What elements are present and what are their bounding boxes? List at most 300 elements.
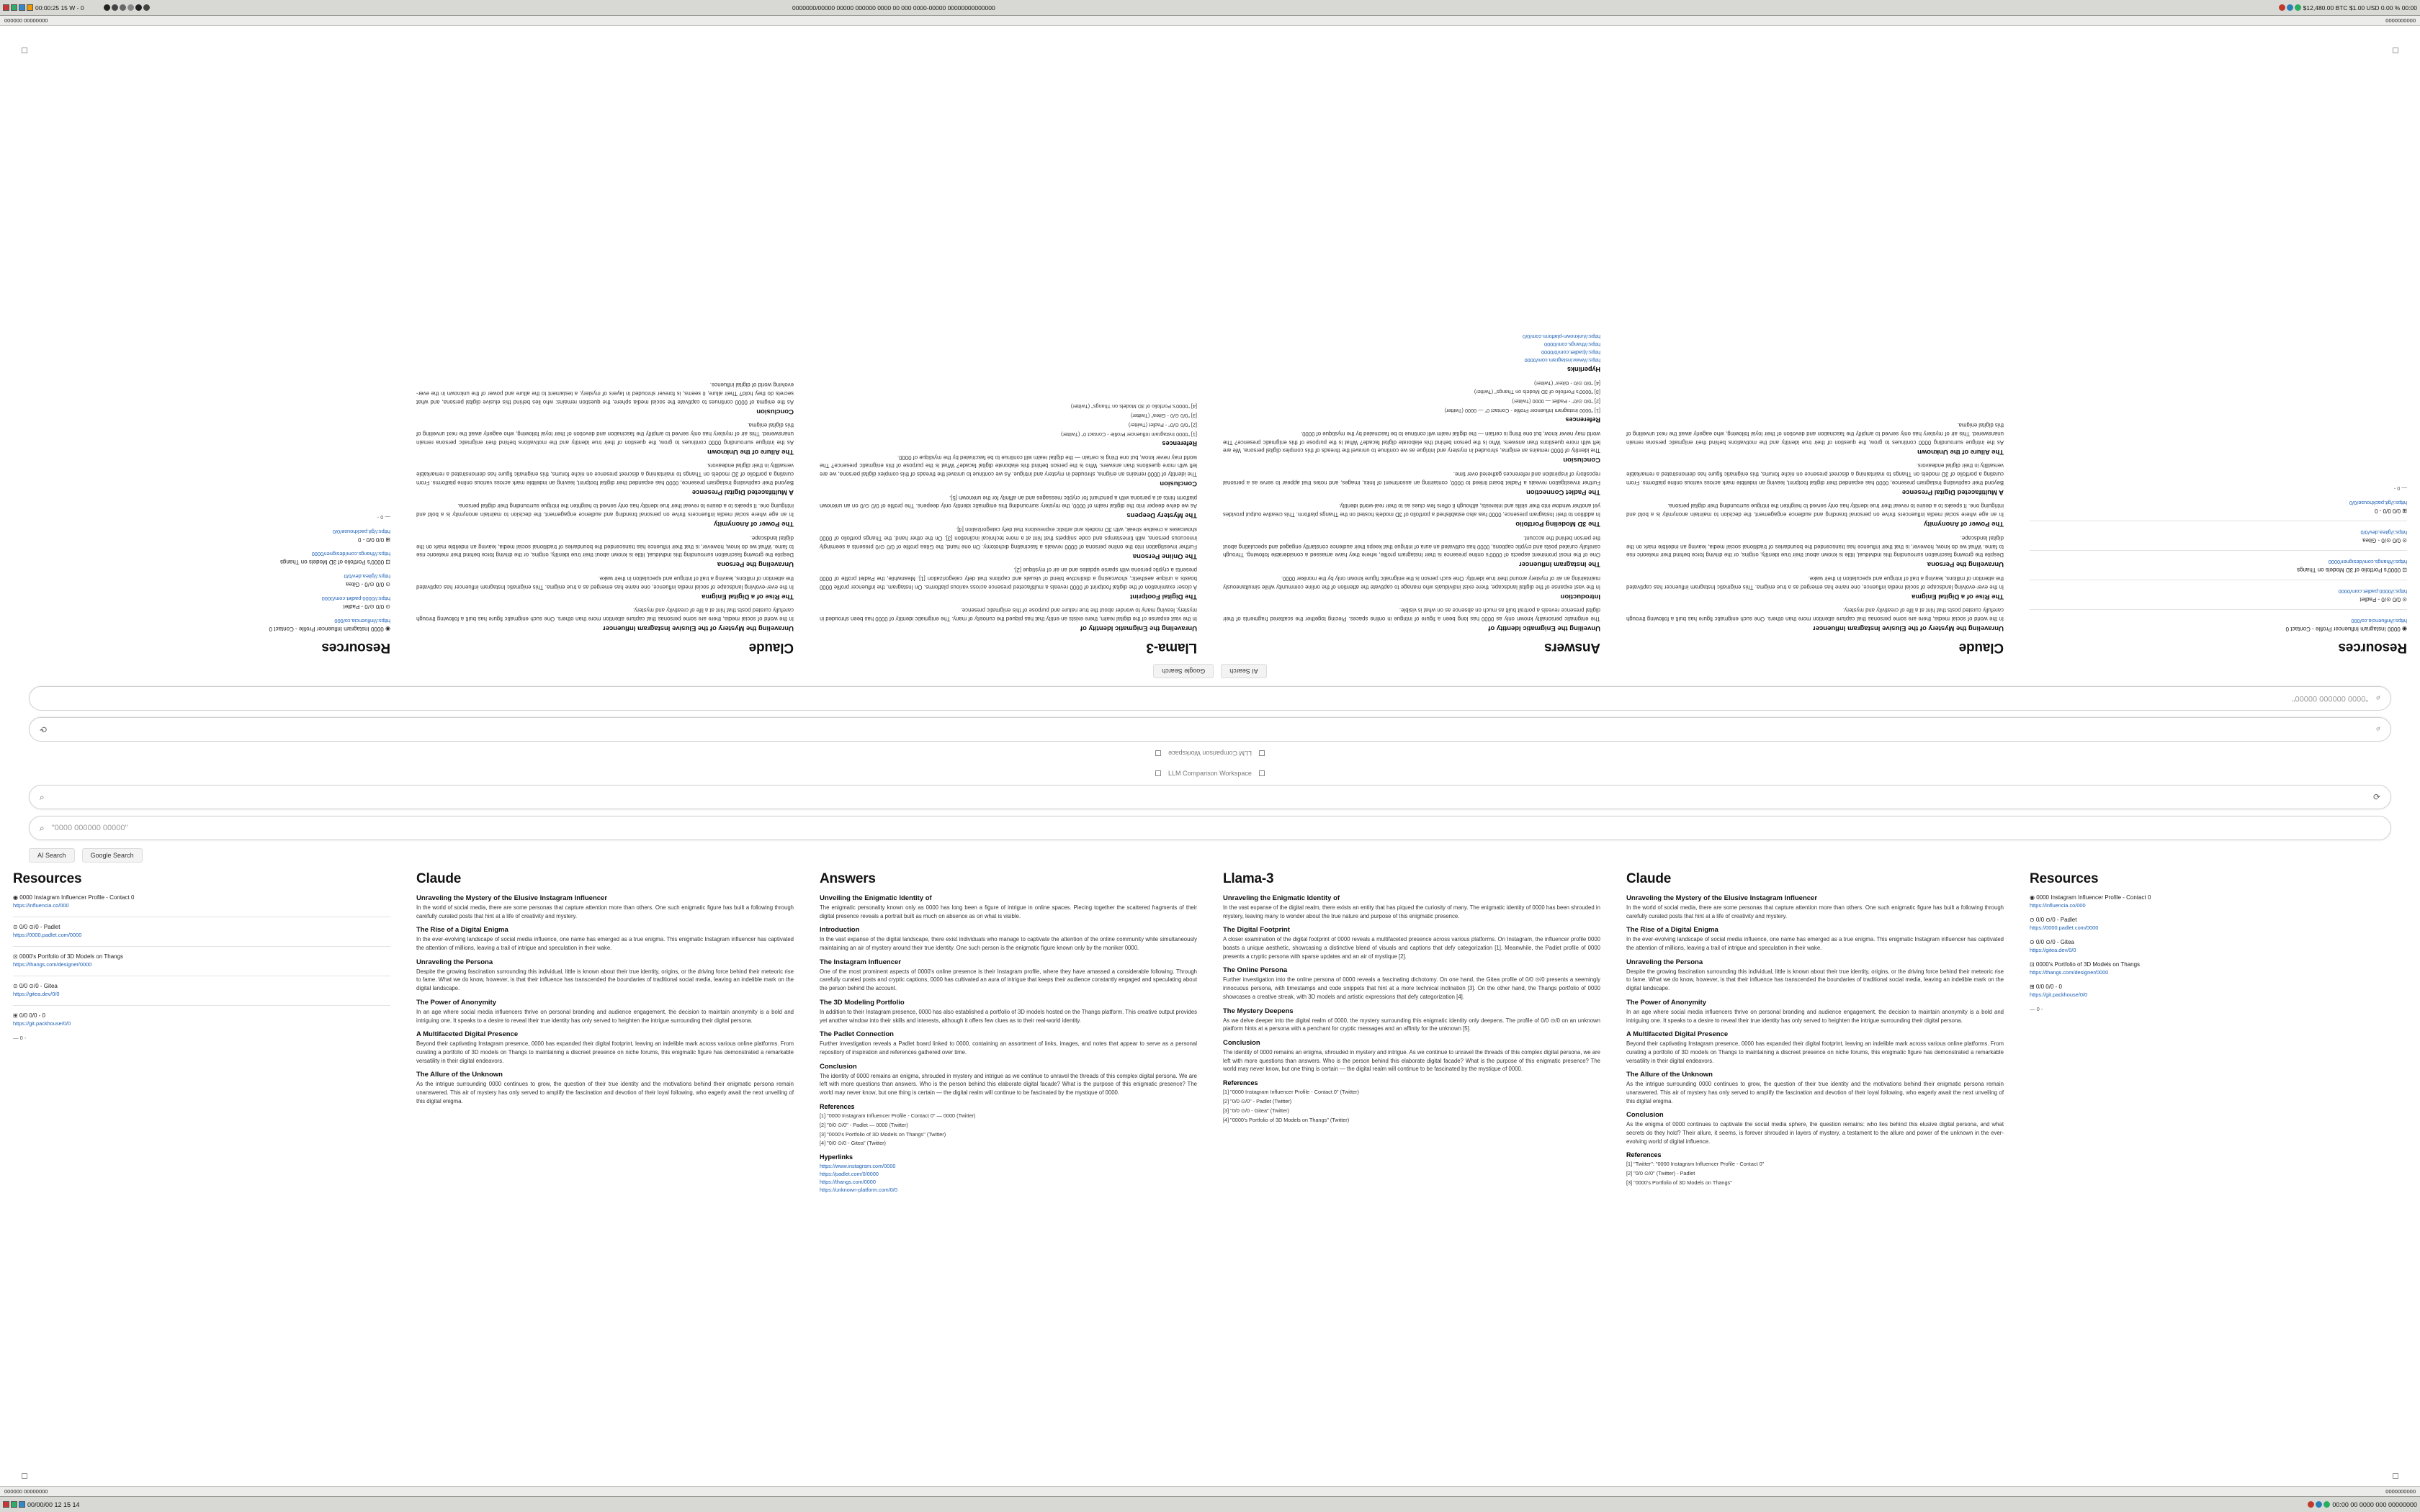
search-zone: [29, 785, 2391, 864]
resource-title: ⊙ 0/0 ⊙/0 - Padlet: [2030, 917, 2077, 923]
resource-link[interactable]: https://influencia.co/000: [13, 902, 69, 909]
mirror-list-item[interactable]: [13, 551, 390, 565]
resource-link[interactable]: https://influencia.co/000: [2030, 902, 2086, 909]
mirror-columns: [0, 58, 2420, 655]
mirror-resources-left: [2017, 58, 2420, 655]
secondary-bar-right-label: 0000000000: [2385, 17, 2416, 24]
secondary-bar-left-label: 000000 00000000: [4, 17, 48, 24]
resource-link[interactable]: https://gitea.dev/0/0: [13, 991, 60, 997]
section-body: One of the most prominent aspects of 0000's online presence is their Instagram profile, where they have amassed a considerable following. Through carefully curated posts and cryptic captions, 0000 has cultivated an aura of intrigue that keeps their audience constantly engaged and speculating about the person behind the account.: [1223, 534, 1600, 559]
section-body: As the enigma of 0000 continues to captivate the social media sphere, the question remains: who lies behind this elusive digital persona, and what secrets do they hold? Their allure, it seems, is forever shrouded in layers of mystery, a testament to the allure and power of the unknown in the ever-evolving world of digital influence.: [416, 382, 794, 405]
resource-link[interactable]: https://influencia.co/000: [2351, 618, 2407, 624]
section-heading: The Mystery Deepens: [1223, 1007, 1294, 1015]
bottom-secondary-right-label: 0000000000: [2385, 1488, 2416, 1495]
resource-link[interactable]: https://gitea.dev/0/0: [2360, 529, 2407, 536]
list-item[interactable]: [2030, 894, 2407, 909]
mirror-llama-column: [807, 58, 1210, 655]
mirror-minimize-icon[interactable]: [1259, 750, 1265, 756]
claude-column: [403, 871, 807, 1469]
list-item[interactable]: [13, 894, 390, 909]
claude-secondary-column: [1613, 871, 2017, 1469]
list-item[interactable]: [13, 983, 390, 997]
mirror-answers-column: [1210, 58, 1613, 655]
reference-item: [2] "0/0 ⊙/0" - Padlet — 0000 (Twitter): [1512, 398, 1600, 405]
bottom-secondary-left-label: 000000 00000000: [4, 1488, 48, 1495]
section-body: Further investigation into the online persona of 0000 reveals a fascinating dichotomy. On one hand, the Gitea profile of 0/0 ⊙/0 presents a seemingly innocuous persona, with timestamps and code snippets that hint at a more technical inclination [3]. On the other hand, the Thangs portfolio of 0000 showcases a creative streak, with 3D models and artistic expressions that defy categorization [4].: [820, 526, 1197, 550]
tray-dot-1[interactable]: [2279, 4, 2285, 11]
mirror-search-bottom-placeholder: "0000 000000 00000": [2292, 694, 2369, 703]
references-list: [1223, 379, 1600, 415]
section-body: In the vast expanse of the digital landscape, there exist individuals who manage to captivate the attention of the online community while simultaneously maintaining an air of mystery around their true identity. One such person is the enigmatic figure known only by the moniker 0000.: [1223, 575, 1600, 590]
resource-link[interactable]: https://influencia.co/000: [334, 618, 390, 624]
section-body: Beyond their captivating Instagram presence, 0000 has expanded their digital footprint, leaving an indelible mark across various online platforms. From curating a portfolio of 3D models on Thangs to maintaining a discreet presence on niche forums, this enigmatic figure has demonstrated a remarkable versatility in their digital endeavors.: [416, 1040, 794, 1064]
mirror-pane-footer: [0, 45, 2420, 56]
answers-title: Answers: [820, 871, 876, 886]
llama-title: Llama-3: [1223, 871, 1274, 886]
reference-item: [1] "0000 Instagram Influencer Profile - Contact 0" — 0000 (Twitter): [1444, 408, 1600, 415]
os-top-taskbar[interactable]: [0, 0, 2420, 16]
ai-search-button[interactable]: AI Search: [29, 848, 75, 863]
section-heading: Unraveling the Enigmatic Identity of: [1080, 624, 1197, 632]
section-body: Despite the growing fascination surrounding this individual, little is known about their true identity, origins, or the driving force behind their meteoric rise to fame. What we do know, however, is that their influence has transcended the boundaries of traditional social media, leaving an indelible mark on the digital landscape.: [1626, 968, 2004, 992]
resource-link[interactable]: https://thangs.com/designer/0000: [13, 961, 92, 968]
section-body: In an age where social media influencers thrive on personal branding and audience engagement, the decision to maintain anonymity is a bold and intriguing one. It speaks to a desire to reveal their true identity has only served to heighten the intrigue surrounding their digital persona.: [1626, 1008, 2004, 1024]
taskbar-center-text: 0000000/00000 00000 000000 0000 00 000 0000-00000 00000000000000: [792, 4, 995, 12]
resource-link[interactable]: https://git.packhouse/0/0: [2349, 500, 2407, 506]
mirror-list-item[interactable]: [13, 573, 390, 588]
divider: [13, 946, 390, 947]
search-icon: ⌕: [2375, 693, 2380, 704]
reference-item: [1] "0000 Instagram Influencer Profile - Contact 0" — 0000 (Twitter): [820, 1112, 976, 1119]
section-body: As the intrigue surrounding 0000 continues to grow, the question of their true identity and the motivations behind their enigmatic persona remain unanswered. This air of mystery has only served to amplify the fascination and devotion of their loyal following, who eagerly await the next unveiling of this digital enigma.: [1626, 422, 2004, 446]
section-heading: Conclusion: [820, 1062, 857, 1071]
reference-item: [1] "0000 Instagram Influencer Profile - Contact 0" (Twitter): [1223, 1088, 1359, 1095]
mirror-close-icon[interactable]: [1155, 750, 1161, 756]
resource-link[interactable]: https://0000.padlet.com/0000: [2338, 588, 2407, 595]
mirror-claude2-title: Claude: [748, 640, 794, 655]
section-body: As the intrigue surrounding 0000 continues to grow, the question of their true identity and the motivations behind their enigmatic persona remain unanswered. This air of mystery has only served to amplify the fascination and devotion of their loyal following, who eagerly await the next unveiling of this digital enigma.: [1626, 1081, 2004, 1104]
mirror-list-item[interactable]: [2030, 559, 2407, 573]
hyperlink-item[interactable]: https://thangs.com/0000: [820, 1179, 876, 1186]
app-icon-2[interactable]: [11, 4, 17, 11]
search-icon: ⌕: [40, 822, 45, 833]
resource-link[interactable]: https://0000.padlet.com/0000: [13, 932, 82, 938]
status-dot-5: [135, 4, 142, 11]
footer-note: [2030, 1006, 2407, 1012]
section-heading: A Multifaceted Digital Presence: [1626, 1030, 1729, 1039]
section-body: In an age where social media influencers thrive on personal branding and audience engagement, the decision to maintain anonymity is a bold and intriguing one. It speaks to a desire to reveal their true identity has only served to heighten the intrigue surrounding their digital persona.: [1626, 503, 2004, 518]
footer-note-text: — 0 -: [2393, 485, 2407, 492]
app-icon-4[interactable]: [27, 4, 33, 11]
footer-note-text: — 0 -: [377, 514, 390, 521]
app-icon-2[interactable]: [11, 1501, 17, 1508]
answers-column: [807, 871, 1210, 1469]
list-item[interactable]: [2030, 984, 2407, 998]
section-heading: The Allure of the Unknown: [1626, 1071, 1713, 1079]
resource-link[interactable]: https://0000.padlet.com/0000: [2030, 924, 2099, 931]
section-body: As the intrigue surrounding 0000 continues to grow, the question of their true identity and the motivations behind their enigmatic persona remain unanswered. This air of mystery has only served to amplify the fascination and devotion of their loyal following, who eagerly await the next unveiling of this digital enigma.: [416, 422, 794, 446]
mirror-footer-note: [2030, 485, 2407, 492]
resource-title: ⊡ 0000's Portfolio of 3D Models on Thangs: [2296, 567, 2407, 573]
reference-item: [4] "0/0 ⊙/0 - Gitea" (Twitter): [820, 1140, 886, 1147]
mirror-window-chrome: [0, 746, 2420, 760]
section-heading: The Online Persona: [1132, 552, 1197, 560]
resources-right-title: Resources: [2030, 871, 2099, 886]
hyperlinks-list: [1223, 333, 1600, 364]
section-heading: Unveiling the Enigmatic Identity of: [1488, 624, 1600, 632]
tray-dot-2[interactable]: [2287, 4, 2293, 11]
reference-item: [4] "0/0 ⊙/0 - Gitea" (Twitter): [1534, 379, 1600, 387]
mirror-list-item[interactable]: [2030, 618, 2407, 632]
resource-link[interactable]: https://0000.padlet.com/0000: [321, 595, 390, 602]
mirror-search-input-top[interactable]: [29, 717, 2391, 742]
microphone-icon[interactable]: ⟳: [2372, 792, 2380, 802]
os-top-secondary-bar[interactable]: [0, 16, 2420, 26]
section-heading: The 3D Modeling Portfolio: [820, 998, 905, 1007]
hyperlinks-heading: Hyperlinks: [1567, 365, 1600, 373]
reference-item: [2] "0/0 ⊙/0" (Twitter) - Padlet: [1626, 1170, 1695, 1177]
section-heading: The Rise of a Digital Enigma: [1912, 592, 2004, 600]
bottom-taskbar-right-text: 00:00 00 0000 000 00000000: [2332, 1500, 2417, 1508]
hyperlink-item[interactable]: https://unknown-platform.com/0/0: [820, 1187, 897, 1194]
section-heading: Introduction: [820, 926, 860, 935]
tray-dot-3[interactable]: [2323, 1501, 2330, 1508]
taskbar-right-text: $12,480.00 BTC $1.00 USD 0.00 % 00:00: [2303, 4, 2417, 12]
section-heading: Unraveling the Persona: [717, 560, 794, 569]
mirror-llama-title: Llama-3: [1146, 640, 1197, 655]
section-body: In the vast expanse of the digital realm, there exists an entity that has piqued the curiosity of many. The enigmatic identity of 0000 has been shrouded in mystery, leaving many to wonder about the true nature and purpose of this enigmatic presence.: [1223, 904, 1600, 919]
resource-link[interactable]: https://thangs.com/designer/0000: [2030, 969, 2109, 976]
bottom-taskbar-left-text: 00/00/00 12 15 14: [27, 1500, 80, 1508]
resource-title: ⊙ 0/0 ⊙/0 - Padlet: [2360, 596, 2407, 603]
section-body: In the world of social media, there are some personas that capture attention more than others. One such enigmatic figure has built a following through carefully curated posts that hint at a life of creativity and mystery.: [416, 607, 794, 622]
resource-link[interactable]: https://gitea.dev/0/0: [2030, 947, 2076, 953]
section-heading: The Rise of a Digital Enigma: [1626, 926, 1718, 935]
section-heading: A Multifaceted Digital Presence: [1901, 487, 2004, 496]
google-search-button[interactable]: Google Search: [1153, 664, 1214, 678]
reference-item: [3] "0000's Portfolio of 3D Models on Thangs": [1626, 1179, 1732, 1187]
references-list: [820, 402, 1197, 438]
footer-icon-left[interactable]: [22, 1473, 27, 1479]
section-body: Further investigation into the online persona of 0000 reveals a fascinating dichotomy. On one hand, the Gitea profile of 0/0 ⊙/0 presents a seemingly innocuous persona, with timestamps and code snippets that hint at a more technical inclination [3]. On the other hand, the Thangs portfolio of 0000 showcases a creative streak, with 3D models and artistic expressions that defy categorization [4].: [1223, 976, 1600, 1000]
mirror-list-item[interactable]: [13, 528, 390, 543]
resource-title: ⊙ 0/0 ⊙/0 - Gitea: [2362, 537, 2407, 544]
divider: [2030, 609, 2407, 610]
resource-link[interactable]: https://thangs.com/designer/0000: [311, 551, 390, 557]
section-heading: The Power of Anonymity: [1626, 998, 1707, 1007]
section-body: Despite the growing fascination surrounding this individual, little is known about their true identity, origins, or the driving force behind their meteoric rise to fame. What we do know, however, is that their influence has transcended the boundaries of traditional social media, leaving an indelible mark on the digital landscape.: [416, 534, 794, 559]
mirror-claude-title: Claude: [1958, 640, 2004, 655]
claude-title: Claude: [416, 871, 462, 886]
resource-title: ⊙ 0/0 ⊙/0 - Gitea: [2030, 939, 2074, 945]
section-heading: The Padlet Connection: [820, 1030, 894, 1039]
mirror-search-buttons: [29, 664, 2391, 678]
resource-link[interactable]: https://git.packhouse/0/0: [332, 528, 390, 535]
section-heading: The Online Persona: [1223, 966, 1288, 975]
resource-title: ⊞ 0/0 0/0 - 0: [2030, 984, 2062, 990]
pane-footer: [0, 1470, 2420, 1482]
mirror-resources-right-title: Resources: [321, 640, 390, 655]
list-item[interactable]: [2030, 939, 2407, 953]
app-icon-3[interactable]: [19, 1501, 25, 1508]
taskbar-left-chips: [3, 4, 33, 11]
section-heading: The Power of Anonymity: [713, 520, 794, 528]
reference-item: [4] "0000's Portfolio of 3D Models on Thangs" (Twitter): [1070, 403, 1197, 410]
section-heading: Introduction: [1560, 592, 1600, 600]
mirror-list-item[interactable]: [2030, 529, 2407, 544]
status-dot-2: [112, 4, 118, 11]
window-chrome: [0, 766, 2420, 780]
section-heading: Conclusion: [1160, 480, 1197, 488]
mirror-list-item[interactable]: [2030, 500, 2407, 514]
resources-left-column: [0, 871, 403, 1469]
section-body: As we delve deeper into the digital realm of 0000, the mystery surrounding this enigmatic identity only deepens. The profile of 0/0 ⊙/0 on an unknown platform hints at a persona with a penchant for cryptic messages and an affinity for the unknown [5].: [1223, 1017, 1600, 1032]
section-heading: The Padlet Connection: [1526, 487, 1600, 496]
section-body: In addition to their Instagram presence, 0000 has also established a portfolio of 3D models hosted on the Thangs platform. This creative output provides yet another window into their skills and interests, although it offers few clues as to their real-world identity.: [1223, 503, 1600, 518]
hyperlink-item[interactable]: https://unknown-platform.com/0/0: [1523, 333, 1600, 340]
mirror-answers-title: Answers: [1544, 640, 1600, 655]
footer-note-text: — 0 -: [2030, 1006, 2043, 1012]
app-icon-1[interactable]: [3, 4, 9, 11]
section-body: In the ever-evolving landscape of social media influence, one name has emerged as a true enigma. This enigmatic Instagram influencer has captivated the attention of millions, leaving a trail of intrigue and speculation in their wake.: [1626, 936, 2004, 952]
section-heading: The Mystery Deepens: [1126, 511, 1197, 520]
section-heading: The Digital Footprint: [1130, 592, 1197, 600]
mirror-list-item[interactable]: [13, 618, 390, 632]
mirror-list-item[interactable]: [13, 595, 390, 610]
llama-column: [1210, 871, 1613, 1469]
section-body: In the world of social media, there are some personas that capture attention more than others. One such enigmatic figure has built a following through carefully curated posts that hint at a life of creativity and mystery.: [416, 904, 794, 919]
list-item[interactable]: [2030, 917, 2407, 931]
references-list: [1223, 1089, 1600, 1125]
section-heading: The Allure of the Unknown: [707, 447, 794, 456]
mirror-board: [0, 43, 2420, 763]
section-body: In an age where social media influencers thrive on personal branding and audience engagement, the decision to maintain anonymity is a bold and intriguing one. It speaks to a desire to reveal their true identity has only served to heighten the intrigue surrounding their digital persona.: [416, 503, 794, 518]
bottom-taskbar-chips: [3, 1501, 25, 1508]
mirror-list-item[interactable]: [2030, 588, 2407, 603]
section-body: The identity of 0000 remains an enigma, shrouded in mystery and intrigue. As we continue to unravel the threads of this complex digital persona, we are left with more questions than answers. Who is the person behind this elaborate digital facade? What is the purpose of this enigmatic presence? The world may never know, but one thing is certain — the digital realm will continue to be fascinated by the mystique of 0000.: [820, 454, 1197, 478]
section-body: Further investigation reveals a Padlet board linked to 0000, containing an assortment of links, images, and notes that appear to serve as a personal repository of inspiration and references gathered over time.: [1223, 471, 1600, 486]
divider: [13, 1005, 390, 1006]
search-input-bottom[interactable]: [29, 816, 2391, 840]
section-heading: Unraveling the Mystery of the Elusive Instagram Influencer: [602, 624, 794, 632]
references-heading: References: [1162, 440, 1197, 448]
section-heading: Unraveling the Persona: [416, 958, 493, 966]
status-dot-1: [104, 4, 110, 11]
mirrored-duplicate-pane: [0, 43, 2420, 763]
section-body: Despite the growing fascination surrounding this individual, little is known about their true identity, origins, or the driving force behind their meteoric rise to fame. What we do know, however, is that their influence has transcended the boundaries of traditional social media, leaving an indelible mark on the digital landscape.: [1626, 534, 2004, 559]
resource-title: ⊞ 0/0 0/0 - 0: [2375, 508, 2407, 514]
primary-content-pane: [0, 763, 2420, 1483]
os-bottom-secondary-bar[interactable]: [0, 1486, 2420, 1496]
tray-dot-1[interactable]: [2308, 1501, 2314, 1508]
section-body: In the vast expanse of the digital realm, there exists an entity that has piqued the curiosity of many. The enigmatic identity of 0000 has been shrouded in mystery, leaving many to wonder about the true nature and purpose of this enigmatic presence.: [820, 607, 1197, 622]
references-heading: References: [1565, 416, 1600, 424]
references-list: [820, 1112, 1197, 1148]
app-icon-1[interactable]: [3, 1501, 9, 1508]
resource-title: ⊡ 0000's Portfolio of 3D Models on Thangs: [2030, 961, 2141, 968]
section-body: The enigmatic personality known only as 0000 has long been a figure of intrigue in online spaces. Piecing together the scattered fragments of their digital presence reveals a portrait built as much on absence as on what is visible.: [820, 904, 1197, 919]
section-body: A closer examination of the digital footprint of 0000 reveals a multifaceted presence across various platforms. On Instagram, the influencer profile 0000 boasts a unique aesthetic, showcasing a distinctive blend of visuals and captions that defy categorization [1]. Meanwhile, the Padlet profile of 0000 presents a cryptic persona with sparse updates and an air of mystique [2].: [820, 567, 1197, 590]
hyperlinks-list: [820, 1163, 1197, 1193]
mirror-claude-column: [1613, 58, 2017, 655]
app-icon-3[interactable]: [19, 4, 25, 11]
section-body: In the world of social media, there are some personas that capture attention more than others. One such enigmatic figure has built a following through carefully curated posts that hint at a life of creativity and mystery.: [1626, 607, 2004, 622]
section-heading: The Rise of a Digital Enigma: [702, 592, 794, 600]
footer-icon-left[interactable]: [2393, 48, 2398, 53]
search-bottom-placeholder: "0000 000000 00000": [51, 824, 128, 832]
hyperlink-item[interactable]: https://padlet.com/0/0000: [820, 1171, 879, 1178]
section-heading: Unraveling the Persona: [1626, 958, 1703, 966]
section-body: Further investigation reveals a Padlet board linked to 0000, containing an assortment of links, images, and notes that appear to serve as a personal repository of inspiration and references gathered over time.: [820, 1040, 1197, 1056]
references-heading: References: [1223, 1079, 1258, 1086]
resource-title: ⊙ 0/0 ⊙/0 - Padlet: [13, 924, 60, 930]
microphone-icon[interactable]: ⟳: [40, 724, 48, 734]
close-icon[interactable]: [1259, 770, 1265, 776]
resource-title: ◉ 0000 Instagram Influencer Profile - Contact 0: [2285, 626, 2407, 632]
resource-title: ◉ 0000 Instagram Influencer Profile - Contact 0: [2030, 894, 2151, 901]
section-heading: The Instagram Influencer: [1519, 560, 1600, 569]
reference-item: [3] "0/0 ⊙/0 - Gitea" (Twitter): [1223, 1107, 1289, 1114]
resources-right-column: [2017, 871, 2420, 1469]
section-body: One of the most prominent aspects of 0000's online presence is their Instagram profile, where they have amassed a considerable following. Through carefully curated posts and cryptic captions, 0000 has cultivated an aura of intrigue that keeps their audience constantly engaged and speculating about the person behind the account.: [820, 968, 1197, 992]
mirror-search-zone: [29, 662, 2391, 742]
section-body: A closer examination of the digital footprint of 0000 reveals a multifaceted presence across various platforms. On Instagram, the influencer profile 0000 boasts a unique aesthetic, showcasing a distinctive blend of visuals and captions that defy categorization [1]. Meanwhile, the Padlet profile of 0000 presents a cryptic persona with sparse updates and an air of mystique [2].: [1223, 936, 1600, 960]
resource-title: ⊞ 0/0 0/0 - 0: [13, 1012, 45, 1019]
columns: [0, 871, 2420, 1469]
taskbar-left-text: 00:00:25 15 W - 0: [35, 4, 84, 12]
hyperlink-item[interactable]: https://thangs.com/0000: [1544, 341, 1600, 348]
os-bottom-taskbar[interactable]: [0, 1496, 2420, 1512]
section-heading: The Allure of the Unknown: [416, 1071, 503, 1079]
reference-item: [1] "0000 Instagram Influencer Profile - Contact 0" (Twitter): [1061, 431, 1197, 438]
section-heading: Conclusion: [1563, 456, 1600, 464]
bottom-taskbar-tray: [2308, 1501, 2330, 1508]
reference-item: [3] "0000's Portfolio of 3D Models on Thangs" (Twitter): [820, 1130, 946, 1138]
mirror-search-input-bottom[interactable]: [29, 686, 2391, 711]
section-body: In an age where social media influencers thrive on personal branding and audience engagement, the decision to maintain anonymity is a bold and intriguing one. It speaks to a desire to reveal their true identity has only served to heighten the intrigue surrounding their digital persona.: [416, 1008, 794, 1024]
google-search-button[interactable]: Google Search: [82, 848, 143, 863]
taskbar-dot-group-a: [104, 4, 150, 11]
taskbar-dot-group-b: [2279, 4, 2301, 11]
section-body: Beyond their captivating Instagram presence, 0000 has expanded their digital footprint, leaving an indelible mark across various online platforms. From curating a portfolio of 3D models on Thangs to maintaining a discreet presence on niche forums, this enigmatic figure has demonstrated a remarkable versatility in their digital endeavors.: [1626, 462, 2004, 486]
mirror-footer-note: [13, 514, 390, 521]
section-body: In the ever-evolving landscape of social media influence, one name has emerged as a true enigma. This enigmatic Instagram influencer has captivated the attention of millions, leaving a trail of intrigue and speculation in their wake.: [416, 936, 794, 952]
section-heading: Unraveling the Persona: [1927, 560, 2004, 569]
list-item[interactable]: [13, 1012, 390, 1027]
section-heading: Unraveling the Enigmatic Identity of: [1223, 894, 1340, 902]
footer-icon-right[interactable]: [22, 48, 27, 53]
search-icon: ⌕: [2375, 724, 2380, 735]
resource-title: ⊙ 0/0 ⊙/0 - Gitea: [13, 983, 58, 989]
references-heading: References: [820, 1102, 855, 1110]
hyperlink-item[interactable]: https://www.instagram.com/0000: [820, 1163, 896, 1170]
mirror-window-title: LLM Comparison Workspace: [1168, 750, 1252, 757]
footer-icon-right[interactable]: [2393, 1473, 2398, 1479]
section-body: In addition to their Instagram presence, 0000 has also established a portfolio of 3D models hosted on the Thangs platform. This creative output provides yet another window into their skills and interests, although it offers few clues as to their real-world identity.: [820, 1008, 1197, 1024]
section-heading: The Rise of a Digital Enigma: [416, 926, 508, 935]
section-heading: A Multifaceted Digital Presence: [691, 487, 794, 496]
section-heading: Conclusion: [1626, 1111, 1664, 1120]
section-body: The enigmatic personality known only as 0000 has long been a figure of intrigue in online spaces. Piecing together the scattered fragments of their digital presence reveals a portrait built as much on absence as on what is visible.: [1223, 607, 1600, 622]
mirror-resources-right: [0, 58, 403, 655]
status-dot-4: [127, 4, 134, 11]
resource-title: ⊙ 0/0 ⊙/0 - Gitea: [346, 581, 390, 588]
section-body: The identity of 0000 remains an enigma, shrouded in mystery and intrigue. As we continue to unravel the threads of this complex digital persona, we are left with more questions than answers. Who is the person behind this elaborate digital facade? What is the purpose of this enigmatic presence? The world may never know, but one thing is certain — the digital realm will continue to be fascinated by the mystique of 0000.: [1223, 1048, 1600, 1073]
section-heading: Unveiling the Enigmatic Identity of: [820, 894, 932, 902]
section-body: In the ever-evolving landscape of social media influence, one name has emerged as a true enigma. This enigmatic Instagram influencer has captivated the attention of millions, leaving a trail of intrigue and speculation in their wake.: [416, 575, 794, 590]
reference-item: [3] "0000's Portfolio of 3D Models on Thangs" (Twitter): [1474, 389, 1600, 396]
section-heading: The Allure of the Unknown: [1917, 447, 2004, 456]
minimize-icon[interactable]: [1155, 770, 1161, 776]
status-dot-3: [120, 4, 126, 11]
references-list: [1626, 1161, 2004, 1187]
list-item[interactable]: [2030, 961, 2407, 976]
reference-item: [3] "0/0 ⊙/0 - Gitea" (Twitter): [1131, 413, 1197, 420]
section-heading: Conclusion: [1223, 1038, 1260, 1047]
section-heading: Conclusion: [756, 407, 794, 415]
primary-board: [0, 763, 2420, 1483]
section-heading: A Multifaceted Digital Presence: [416, 1030, 519, 1039]
section-heading: The Power of Anonymity: [416, 998, 497, 1007]
footer-note-text: — 0 -: [13, 1035, 27, 1041]
resources-left-title: Resources: [13, 871, 82, 886]
search-buttons: [29, 848, 2391, 863]
section-body: Beyond their captivating Instagram presence, 0000 has expanded their digital footprint, leaving an indelible mark across various online platforms. From curating a portfolio of 3D models on Thangs to maintaining a discreet presence on niche forums, this enigmatic figure has demonstrated a remarkable versatility in their digital endeavors.: [1626, 1040, 2004, 1064]
resource-link[interactable]: https://thangs.com/designer/0000: [2328, 559, 2407, 565]
section-heading: The Power of Anonymity: [1923, 520, 2004, 528]
section-body: As the enigma of 0000 continues to captivate the social media sphere, the question remains: who lies behind this elusive digital persona, and what secrets do they hold? Their allure, it seems, is forever shrouded in layers of mystery, a testament to the allure and power of the unknown in the ever-evolving world of digital influence.: [1626, 1121, 2004, 1145]
hyperlink-item[interactable]: https://padlet.com/0/0000: [1541, 348, 1600, 356]
resource-link[interactable]: https://gitea.dev/0/0: [344, 573, 390, 580]
section-heading: The 3D Modeling Portfolio: [1515, 520, 1600, 528]
reference-item: [4] "0000's Portfolio of 3D Models on Thangs" (Twitter): [1223, 1116, 1350, 1123]
reference-item: [2] "0/0 ⊙/0" - Padlet (Twitter): [1223, 1097, 1292, 1104]
ai-search-button[interactable]: AI Search: [1221, 664, 1267, 678]
reference-item: [2] "0/0 ⊙/0" - Padlet — 0000 (Twitter): [820, 1121, 908, 1128]
resource-title: ⊡ 0000's Portfolio of 3D Models on Thangs: [279, 559, 390, 565]
resource-title: ⊞ 0/0 0/0 - 0: [358, 536, 390, 543]
section-body: The identity of 0000 remains an enigma, shrouded in mystery and intrigue as we continue to unravel the threads of this complex digital persona. We are left with more questions than answers. Who is the person behind this elaborate digital facade? What is the purpose of this enigmatic presence? The world may never know, but one thing is certain — the digital realm will continue to be fascinated by the mystique of 0000.: [820, 1072, 1197, 1096]
section-body: Despite the growing fascination surrounding this individual, little is known about their true identity, origins, or the driving force behind their meteoric rise to fame. What we do know, however, is that their influence has transcended the boundaries of traditional social media, leaving an indelible mark on the digital landscape.: [416, 968, 794, 992]
section-body: The identity of 0000 remains an enigma, shrouded in mystery and intrigue as we continue to unravel the threads of this complex digital persona. We are left with more questions than answers. Who is the person behind this elaborate digital facade? What is the purpose of this enigmatic presence? The world may never know, but one thing is certain — the digital realm will continue to be fascinated by the mystique of 0000.: [1223, 431, 1600, 454]
resource-link[interactable]: https://git.packhouse/0/0: [13, 1020, 71, 1027]
list-item[interactable]: [13, 953, 390, 968]
mirror-claude-secondary-column: [403, 58, 807, 655]
section-heading: Unraveling the Mystery of the Elusive Instagram Influencer: [1812, 624, 2004, 632]
mirror-resources-left-title: Resources: [2338, 640, 2407, 655]
section-heading: The Digital Footprint: [1223, 926, 1290, 935]
status-dot-6: [143, 4, 150, 11]
search-icon: ⌕: [40, 791, 45, 802]
footer-note: [13, 1035, 390, 1041]
resource-title: ⊡ 0000's Portfolio of 3D Models on Thangs: [13, 953, 124, 960]
resource-title: ◉ 0000 Instagram Influencer Profile - Contact 0: [269, 626, 390, 632]
hyperlink-item[interactable]: https://www.instagram.com/0000: [1524, 356, 1600, 364]
search-input-top[interactable]: [29, 785, 2391, 809]
resource-link[interactable]: https://git.packhouse/0/0: [2030, 991, 2088, 998]
section-body: In the ever-evolving landscape of social media influence, one name has emerged as a true enigma. This enigmatic Instagram influencer has captivated the attention of millions, leaving a trail of intrigue and speculation in their wake.: [1626, 575, 2004, 590]
references-heading: References: [1626, 1151, 1662, 1159]
tray-dot-3[interactable]: [2295, 4, 2301, 11]
resource-title: ◉ 0000 Instagram Influencer Profile - Contact 0: [13, 894, 135, 901]
claude-secondary-title: Claude: [1626, 871, 1672, 886]
tray-dot-2[interactable]: [2316, 1501, 2322, 1508]
window-title: LLM Comparison Workspace: [1168, 770, 1252, 777]
divider: [2030, 550, 2407, 551]
section-body: In the vast expanse of the digital landscape, there exist individuals who manage to captivate the attention of the online community while simultaneously maintaining an air of mystery around their true identity. One such person is the enigmatic figure known only by the moniker 0000.: [820, 936, 1197, 952]
list-item[interactable]: [13, 924, 390, 938]
section-heading: Unraveling the Mystery of the Elusive Instagram Influencer: [1626, 894, 1818, 902]
